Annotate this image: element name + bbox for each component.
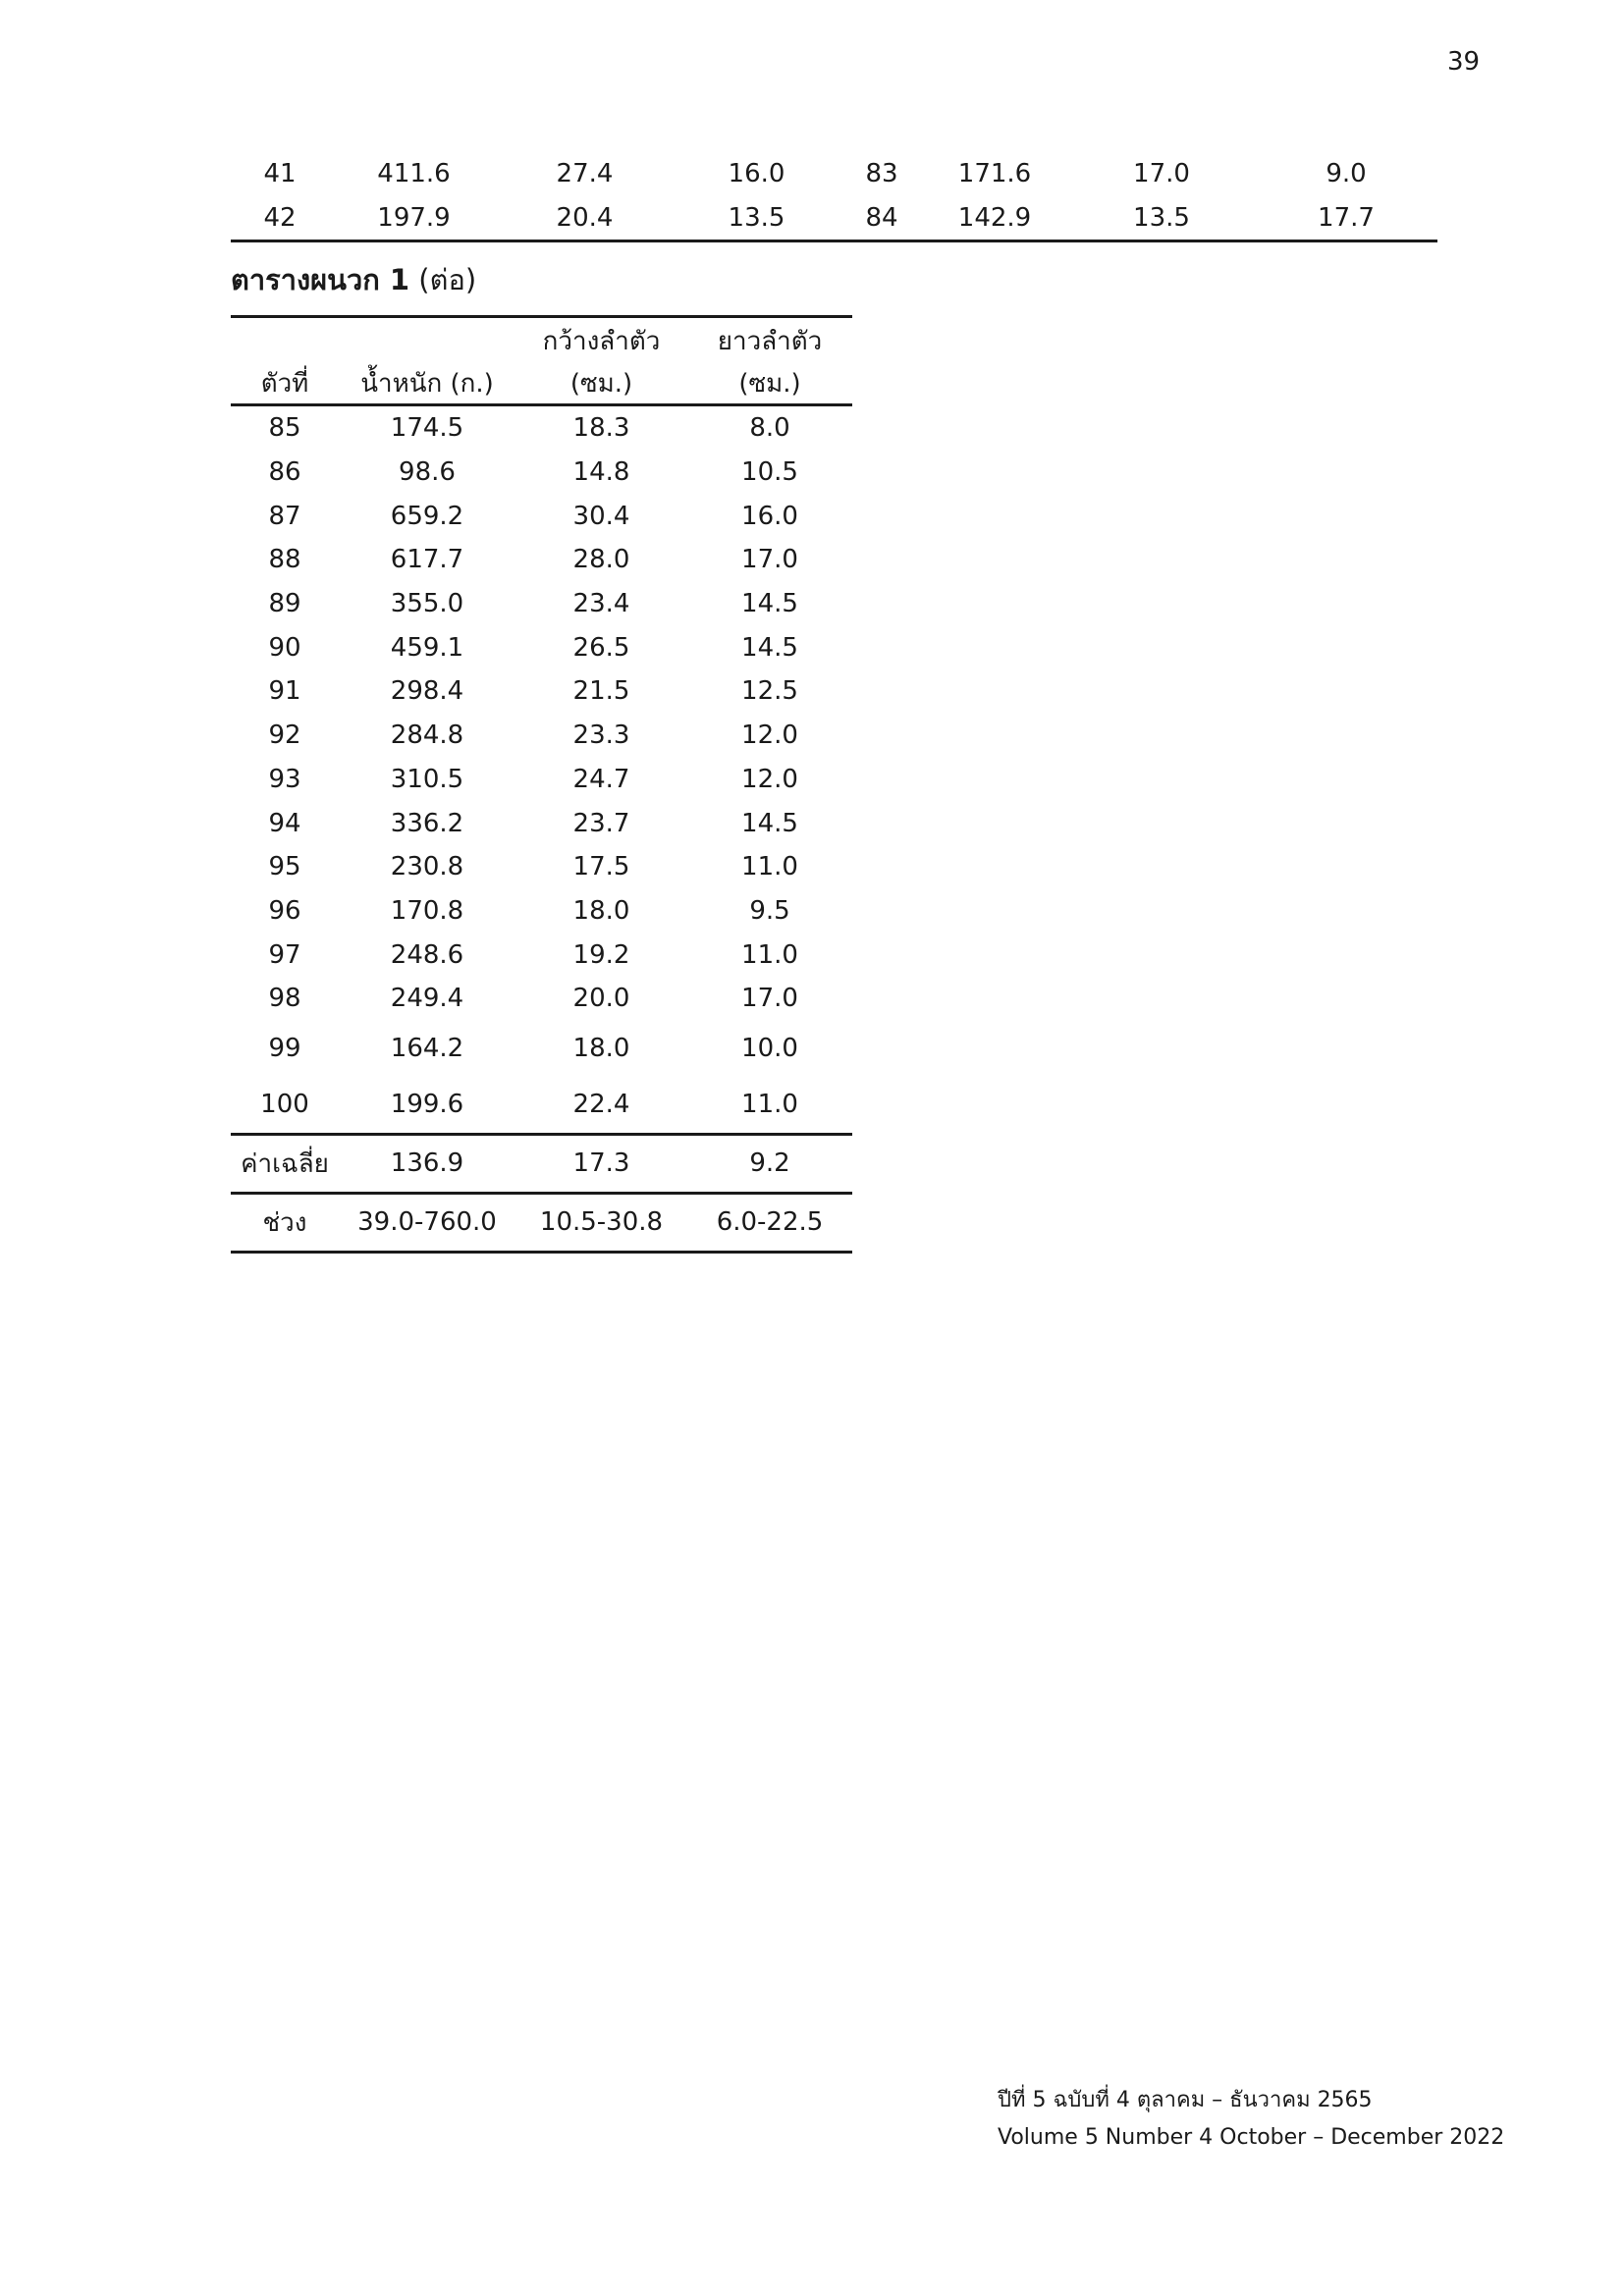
table-cell: 411.6 xyxy=(377,158,451,188)
table-cell: 86 xyxy=(268,457,301,488)
table-cell: 27.4 xyxy=(556,158,614,188)
table-cell: 355.0 xyxy=(390,589,464,619)
table-cell: 26.5 xyxy=(572,632,630,663)
table-row xyxy=(231,582,852,626)
table-cell: 617.7 xyxy=(390,545,464,575)
table-cell: 99 xyxy=(268,1034,301,1064)
table-cell: 142.9 xyxy=(921,195,1068,241)
header-cell xyxy=(231,317,339,364)
table-cell: 84 xyxy=(842,195,921,241)
table-cell: 96 xyxy=(268,895,301,926)
table-cell: 88 xyxy=(268,545,301,575)
table-cell: 30.4 xyxy=(572,501,630,531)
table-row xyxy=(231,977,852,1021)
header-cell: ตัวที่ xyxy=(231,363,339,405)
table-row xyxy=(231,494,852,538)
table-cell: 18.3 xyxy=(572,413,630,444)
page-number: 39 xyxy=(1447,47,1481,77)
table-cell: 89 xyxy=(268,589,301,619)
table-cell: 10.0 xyxy=(741,1034,798,1064)
table-cell: 12.0 xyxy=(741,764,798,794)
table-cell: 19.2 xyxy=(572,939,630,970)
table-cell: 171.6 xyxy=(957,158,1032,188)
page-footer xyxy=(998,2082,1504,2157)
table-cell: 17.0 xyxy=(741,984,798,1014)
table-row xyxy=(231,451,852,495)
range-cell: 10.5-30.8 xyxy=(515,1193,687,1252)
table-cell: 164.2 xyxy=(390,1034,464,1064)
range-row xyxy=(231,1193,852,1252)
table-cell: 8.0 xyxy=(749,413,790,444)
table-cell: 90 xyxy=(268,632,301,663)
table-cell: 85 xyxy=(268,413,301,444)
header-row-top xyxy=(231,317,852,364)
table-cell: 28.0 xyxy=(572,545,630,575)
table-cell: 17.0 xyxy=(1133,158,1190,188)
range-cell: 6.0-22.5 xyxy=(687,1193,852,1252)
header-cell: ยาวลำตัว xyxy=(687,317,852,364)
table-cell: 16.0 xyxy=(728,158,785,188)
header-cell: น้ำหนัก (ก.) xyxy=(339,363,515,405)
range-cell: 39.0-760.0 xyxy=(339,1193,515,1252)
table-cell: 17.0 xyxy=(741,545,798,575)
table-cell: 100 xyxy=(231,1077,339,1135)
table-row xyxy=(231,801,852,845)
table-cell: 22.4 xyxy=(515,1077,687,1135)
table-cell: 14.5 xyxy=(741,808,798,838)
table-cell: 14.5 xyxy=(741,589,798,619)
table-cell: 174.5 xyxy=(390,413,464,444)
table-cell: 284.8 xyxy=(390,721,464,751)
table-cell: 20.0 xyxy=(572,984,630,1014)
table-cell: 18.0 xyxy=(572,1034,630,1064)
table-cell: 91 xyxy=(268,676,301,707)
footer-thai: ปีที่ 5 ฉบับที่ 4 ตุลาคม – ธันวาคม 2565 xyxy=(998,2088,1373,2112)
table-cell: 13.5 xyxy=(671,195,842,241)
table-cell: 336.2 xyxy=(390,808,464,838)
mean-cell: 136.9 xyxy=(339,1134,515,1193)
table-cell: 18.0 xyxy=(572,895,630,926)
table-cell: 17.7 xyxy=(1255,195,1437,241)
table-row xyxy=(231,845,852,889)
table-cell: 17.5 xyxy=(572,852,630,882)
table-row xyxy=(231,714,852,758)
table-cell: 23.3 xyxy=(572,721,630,751)
mean-row xyxy=(231,1134,852,1193)
mean-label: ค่าเฉลี่ย xyxy=(231,1134,339,1193)
table-row xyxy=(231,1077,852,1135)
continuation-row xyxy=(231,195,1437,241)
table-cell: 93 xyxy=(268,764,301,794)
table-cell: 298.4 xyxy=(390,676,464,707)
table-cell: 83 xyxy=(865,158,898,188)
table-cell: 9.0 xyxy=(1326,158,1367,188)
table-cell: 98.6 xyxy=(399,457,456,488)
table-cell: 659.2 xyxy=(390,501,464,531)
table-cell: 11.0 xyxy=(687,1077,852,1135)
table-cell: 87 xyxy=(268,501,301,531)
table-cell: 12.0 xyxy=(741,721,798,751)
table-cell: 97 xyxy=(268,939,301,970)
table-cell: 199.6 xyxy=(339,1077,515,1135)
table-cell: 41 xyxy=(263,158,297,188)
continuation-table xyxy=(231,151,1437,242)
table-cell: 10.5 xyxy=(741,457,798,488)
header-cell: (ซม.) xyxy=(687,363,852,405)
table-cell: 13.5 xyxy=(1068,195,1255,241)
table-row xyxy=(231,538,852,582)
appendix-table xyxy=(231,315,852,1254)
table-caption-suffix: (ต่อ) xyxy=(409,263,477,296)
header-row-bottom xyxy=(231,363,852,405)
continuation-row xyxy=(231,151,1437,195)
table-cell: 249.4 xyxy=(390,984,464,1014)
table-cell: 20.4 xyxy=(499,195,671,241)
table-caption-label: ตารางผนวก 1 xyxy=(231,263,410,296)
table-cell: 230.8 xyxy=(390,852,464,882)
range-label: ช่วง xyxy=(231,1193,339,1252)
table-cell: 11.0 xyxy=(741,852,798,882)
table-cell: 248.6 xyxy=(390,939,464,970)
mean-cell: 9.2 xyxy=(687,1134,852,1193)
table-cell: 197.9 xyxy=(329,195,499,241)
table-cell: 94 xyxy=(268,808,301,838)
table-cell: 310.5 xyxy=(390,764,464,794)
table-cell: 12.5 xyxy=(741,676,798,707)
table-caption xyxy=(231,257,476,302)
table-cell: 459.1 xyxy=(390,632,464,663)
table-row xyxy=(231,933,852,977)
table-cell: 16.0 xyxy=(741,501,798,531)
table-cell: 95 xyxy=(268,852,301,882)
table-cell: 11.0 xyxy=(741,939,798,970)
table-row xyxy=(231,758,852,802)
table-cell: 9.5 xyxy=(749,895,790,926)
table-cell: 92 xyxy=(268,721,301,751)
table-cell: 23.4 xyxy=(572,589,630,619)
table-row xyxy=(231,889,852,934)
table-row xyxy=(231,669,852,714)
table-cell: 21.5 xyxy=(572,676,630,707)
table-cell: 98 xyxy=(268,984,301,1014)
table-cell: 170.8 xyxy=(390,895,464,926)
table-cell: 42 xyxy=(231,195,329,241)
footer-english: Volume 5 Number 4 October – December 2022 xyxy=(998,2125,1505,2150)
table-row xyxy=(231,1021,852,1077)
header-cell: กว้างลำตัว xyxy=(515,317,687,364)
header-cell: (ซม.) xyxy=(515,363,687,405)
table-row xyxy=(231,625,852,669)
table-cell: 24.7 xyxy=(572,764,630,794)
table-cell: 14.8 xyxy=(572,457,630,488)
table-cell: 14.5 xyxy=(741,632,798,663)
table-row xyxy=(231,405,852,451)
table-cell: 23.7 xyxy=(572,808,630,838)
header-cell xyxy=(339,317,515,364)
mean-cell: 17.3 xyxy=(515,1134,687,1193)
